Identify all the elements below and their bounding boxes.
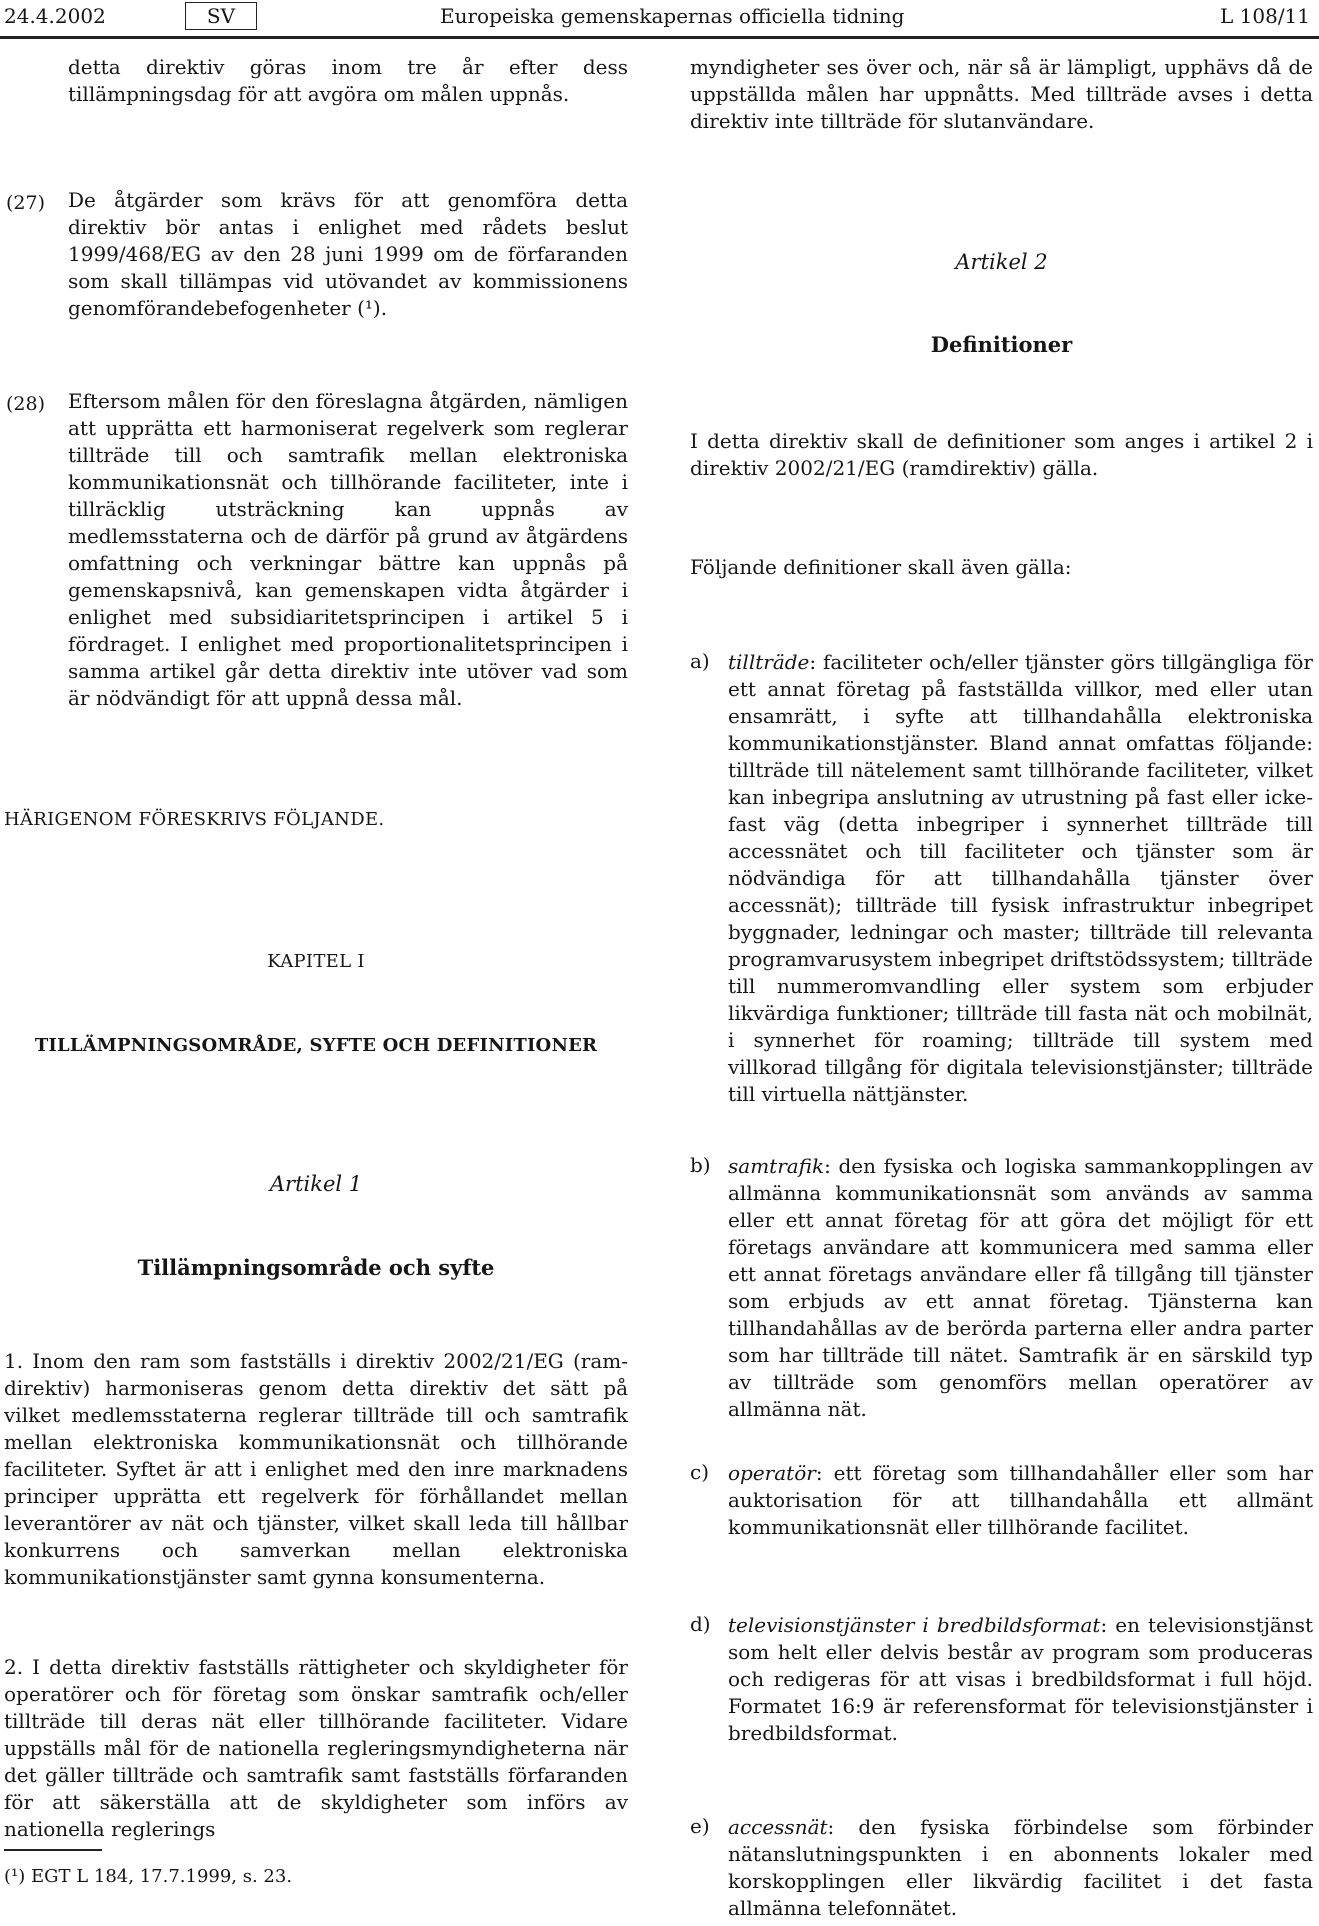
definition-e-letter: e) xyxy=(690,1814,710,1838)
definition-d-letter: d) xyxy=(690,1612,711,1636)
article-1-title: Tillämpningsområde och syfte xyxy=(137,1255,495,1280)
definition-a-term: tillträde xyxy=(728,650,810,674)
recital-27-text: De åtgärder som krävs för att genomföra detta direktiv bör antas i enlighet med rådets beslut 1999/468/EG av den 28 juni 1999 om de förfaranden som skall tillämpas vid utövandet av kommissionens genomförandebefogenheter (¹). xyxy=(68,188,628,320)
article-1-heading: Artikel 1 xyxy=(269,1172,363,1196)
recital-28-text: Eftersom målen för den föreslagna åtgärden, nämligen att upprätta ett harmoniserat regelverk som reglerar tillträde till och samtrafik mellan elektroniska kommunikationsnät och tillhörande faciliteter, inte i tillräcklig utsträckning kan uppnås av medlemsstaterna och de därför på grund av åtgärdens omfattning och verkningar bättre kan uppnås på gemenskapsnivå, kan gemenskapen vidta åtgärder i enlighet med subsidiaritetsprincipen i artikel 5 i fördraget. I enlighet med proportionalitetsprincipen i samma artikel går detta direktiv inte utöver vad som är nödvändigt för att uppnå dessa mål. xyxy=(68,389,628,710)
recital-27-number: (27) xyxy=(6,192,46,214)
language-box: SV xyxy=(185,2,257,30)
chapter-title: TILLÄMPNINGSOMRÅDE, SYFTE OCH DEFINITIONER xyxy=(34,1035,598,1056)
definition-c-term: operatör xyxy=(728,1461,816,1485)
journal-title: Europeiska gemenskapernas officiella tidning xyxy=(440,4,905,28)
definitions-intro: I detta direktiv skall de definitioner som anges i artikel 2 i direktiv 2002/21/EG (ramdirektiv) gälla. xyxy=(690,429,1313,480)
footnote-rule xyxy=(4,1849,102,1851)
header-rule xyxy=(0,36,1319,39)
footnote: (¹) EGT L 184, 17.7.1999, s. 23. xyxy=(4,1866,293,1887)
definition-e-text: : den fysiska förbindelse som förbinder nätanslutningspunkten i en abonnents lokaler med korskopplingen eller likvärdig facilitet i det fasta allmänna telefonnätet. xyxy=(728,1815,1313,1920)
definition-c-letter: c) xyxy=(690,1460,710,1484)
left-intro: detta direktiv göras inom tre år efter dess tillämpningsdag för att avgöra om målen uppnås. xyxy=(68,55,628,106)
header-date: 24.4.2002 xyxy=(4,4,106,28)
page-number: L 108/11 xyxy=(1220,4,1310,28)
definition-a-text: : faciliteter och/eller tjänster görs tillgängliga för ett annat företag på fastställda villkor, med eller utan ensamrätt, i syfte att tillhandahålla elektroniska kommunikationstjänster. Bland annat omfattas följande: tillträde till nätelement samt tillhörande faciliteter, vilket kan inbegripa anslutning av utrustning på fast eller icke-fast väg (detta inbegriper i synnerhet tillträde till accessnätet och till faciliteter och tjänster som är nödvändiga för att tillhandahålla tjänster över accessnät); tillträde till fysisk infrastruktur inbegripet byggnader, ledningar och master; tillträde till relevanta programvarusystem inbegripet driftstödssystem; tillträde till nummeromvandling eller system som erbjuder likvärdiga funktioner; tillträde till fasta nät och mobilnät, i synnerhet för roaming; tillträde till system med villkorad tillgång för digitala televisionstjänster; tillträde till virtuella nättjänster. xyxy=(728,650,1313,1106)
definition-d-term: televisionstjänster i bredbildsformat xyxy=(728,1613,1101,1637)
definition-c-text: : ett företag som tillhandahåller eller som har auktorisation för att tillhandahålla ett allmänt kommunikationsnät eller tillhörande facilitet. xyxy=(728,1461,1313,1539)
chapter-heading: KAPITEL I xyxy=(267,951,365,972)
definition-c xyxy=(728,1460,1313,1541)
article-2-heading: Artikel 2 xyxy=(955,250,1048,274)
additional-definitions-intro: Följande definitioner skall även gälla: xyxy=(690,555,1072,579)
definition-b xyxy=(728,1153,1313,1423)
right-intro: myndigheter ses över och, när så är lämpligt, upphävs då de uppställda målen har uppnåtts. Med tillträde avses i detta direktiv inte tillträde för slutanvändare. xyxy=(690,55,1313,133)
definition-d-text: : en televisionstjänst som helt eller delvis består av program som produceras och redigeras för att visas i bredbildsformat i full höjd. Formatet 16:9 är referensformat för televisionstjänster i bredbildsformat. xyxy=(728,1613,1313,1745)
definition-b-text: : den fysiska och logiska sammankopplingen av allmänna kommunikationsnät som används av samma eller ett annat företag för att göra det möjligt för ett företags användare att kommunicera med samma eller ett annat företags användare eller få tillgång till tjänster som erbjuds av ett annat företag. Tjänsterna kan tillhandahållas av de berörda parterna eller andra parter som har tillträde till nätet. Samtrafik är en särskild typ av tillträde som genomförs mellan operatörer av allmänna nät. xyxy=(728,1154,1313,1421)
definition-d xyxy=(728,1612,1313,1747)
article-1-paragraph-2: 2. I detta direktiv fastställs rättigheter och skyldigheter för operatörer och för företag som önskar samtrafik och/eller tillträde till deras nät eller tillhörande faciliteter. Vidare uppställs mål för de nationella regleringsmyndigheterna när det gäller tillträde och samtrafik samt fastställs förfaranden för att säkerställa att de skyldigheter som införs av nationella reglerings xyxy=(4,1655,628,1841)
definition-e-term: accessnät xyxy=(728,1815,828,1839)
definition-a xyxy=(728,649,1313,1108)
definition-e xyxy=(728,1814,1313,1922)
article-1-paragraph-1: 1. Inom den ram som fastställs i direktiv 2002/21/EG (ramdirektiv) harmoniseras genom detta direktiv det sätt på vilket medlemsstaterna reglerar tillträde till och samtrafik mellan elektroniska kommunikationsnät och tillhörande faciliteter. Syftet är att i enlighet med den inre marknadens principer upprätta ett regelverk för förhållandet mellan leverantörer av nät och tjänster, vilket skall leda till hållbar konkurrens och samverkan mellan elektroniska kommunikationstjänster samt gynna konsumenterna. xyxy=(4,1349,628,1589)
definition-a-letter: a) xyxy=(690,649,710,673)
article-2-title: Definitioner xyxy=(930,332,1073,357)
adopted-clause: HÄRIGENOM FÖRESKRIVS FÖLJANDE. xyxy=(4,809,385,830)
definition-b-letter: b) xyxy=(690,1153,711,1177)
definition-b-term: samtrafik xyxy=(728,1154,825,1178)
recital-28-number: (28) xyxy=(6,393,46,415)
